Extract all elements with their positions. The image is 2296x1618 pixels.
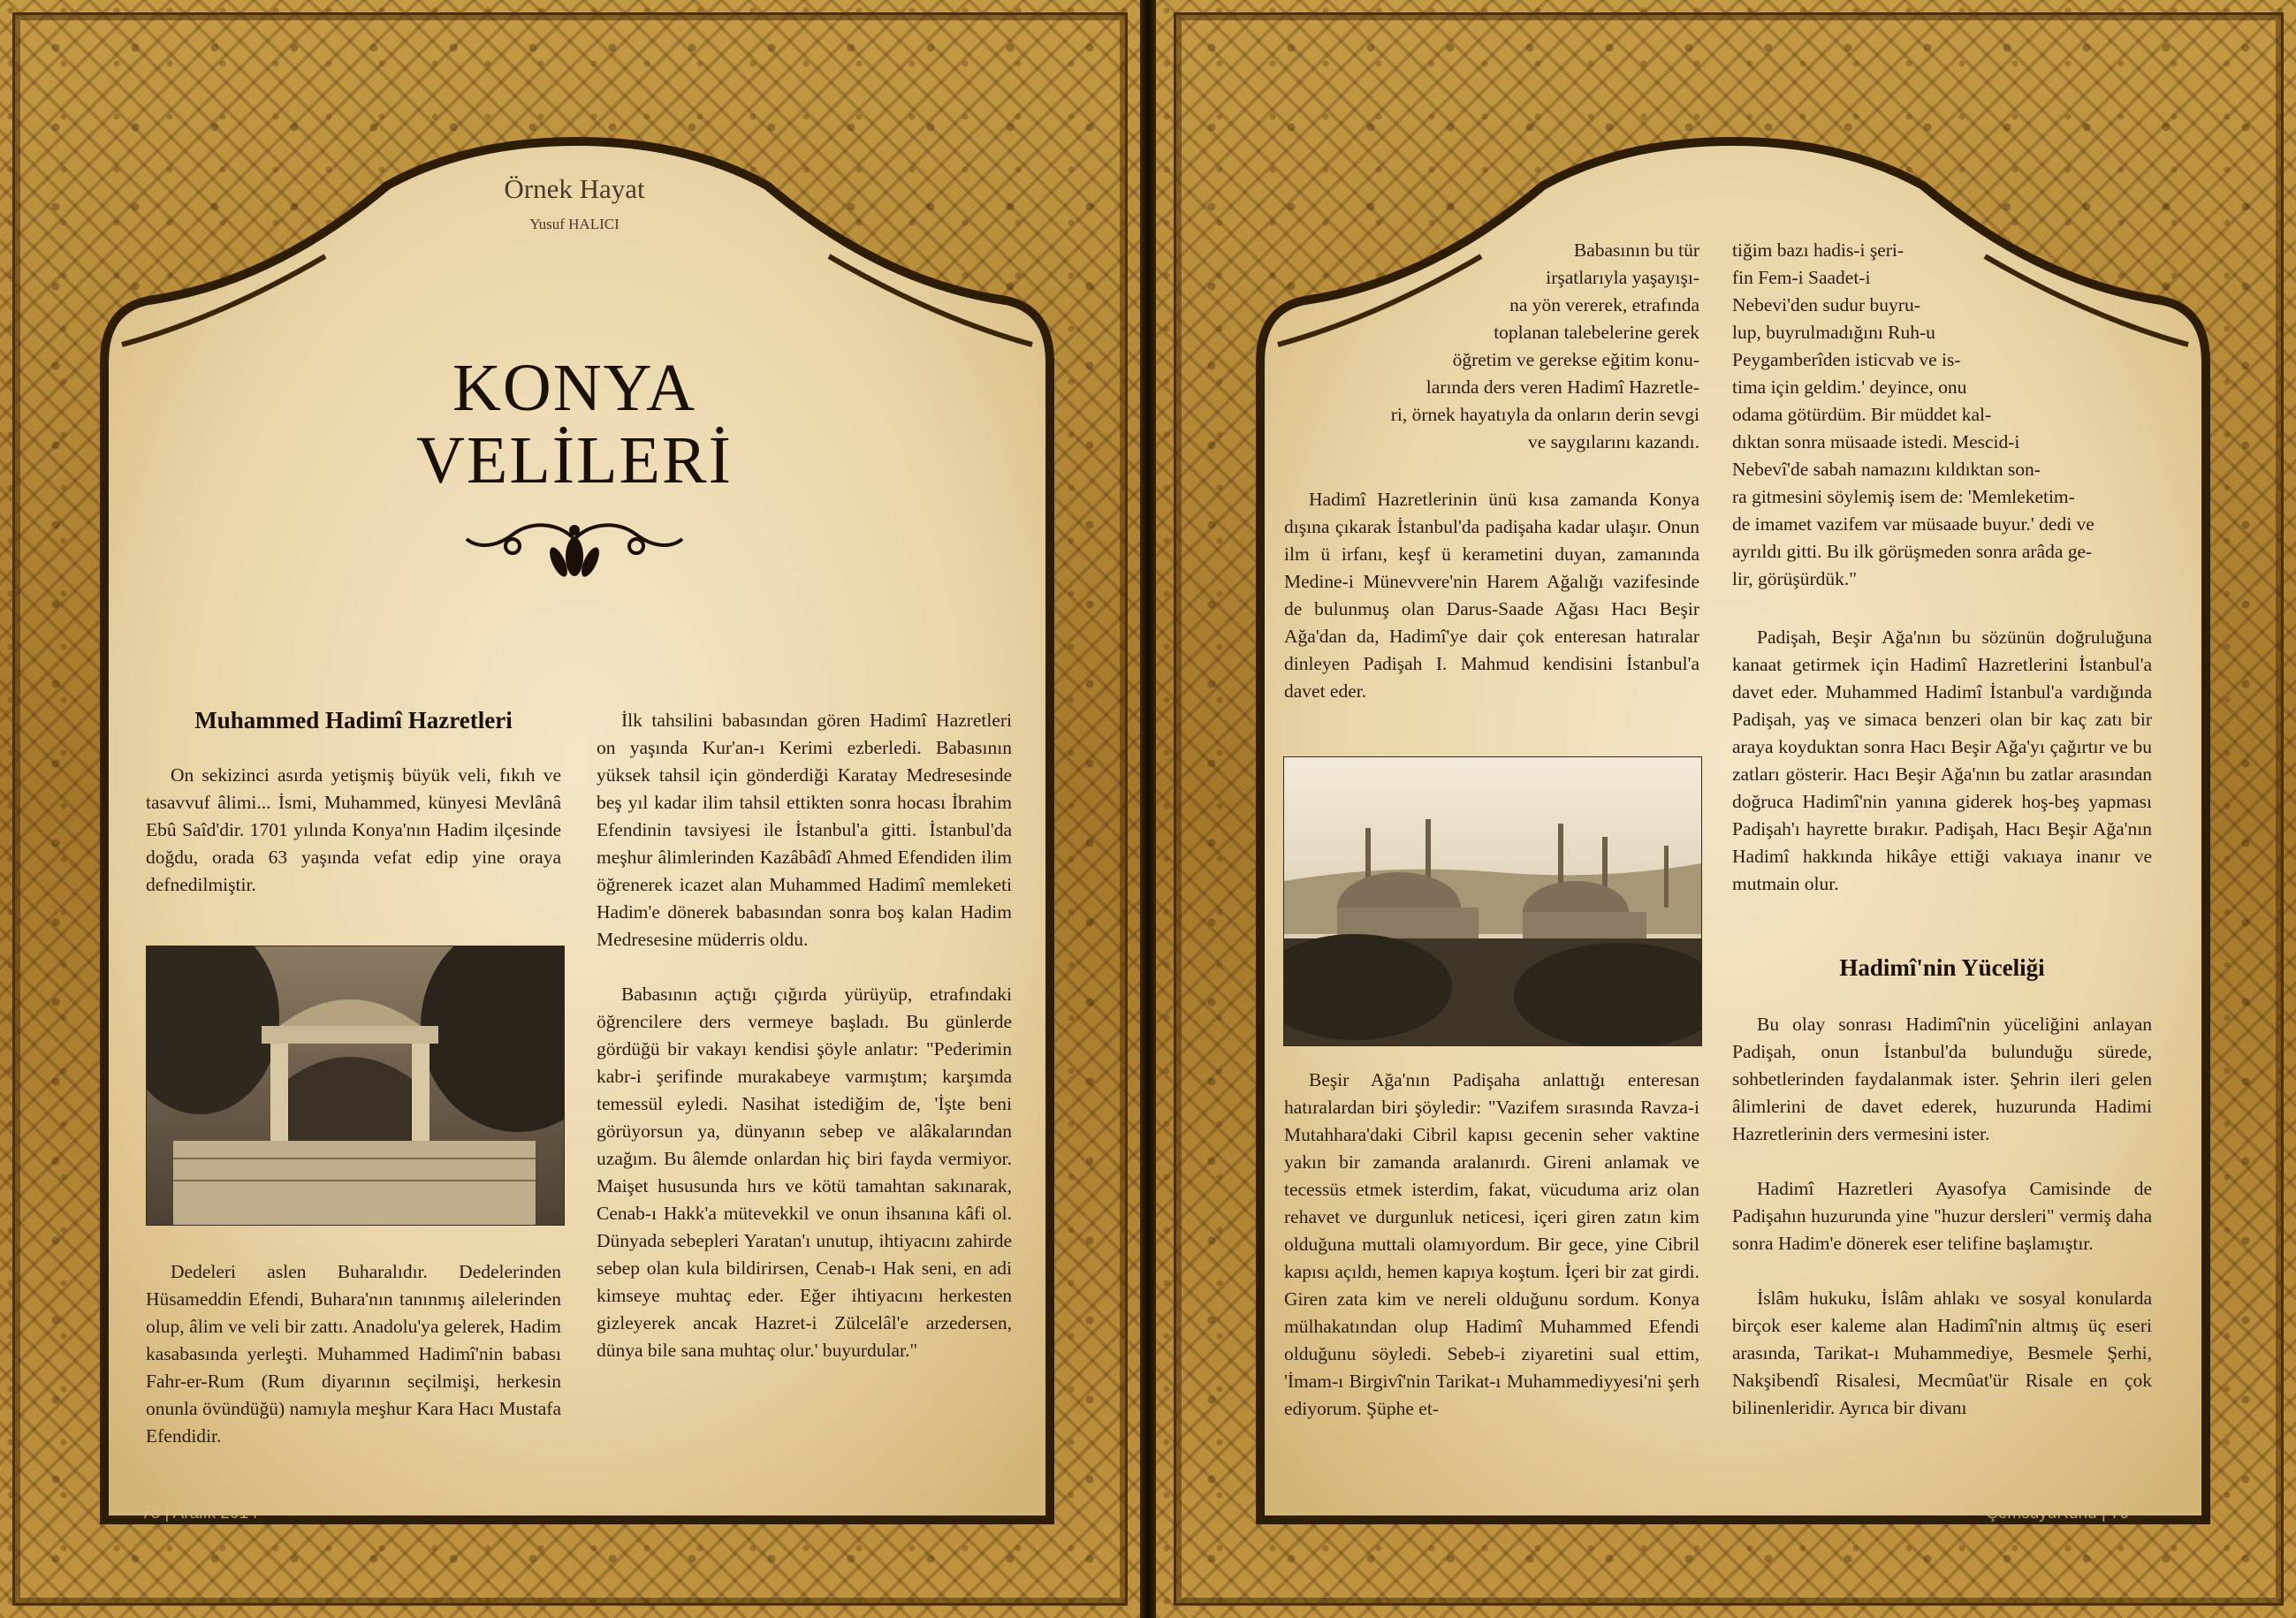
page-number-right: ŞemsuyuRuhu | 79: [1987, 1504, 2130, 1523]
istanbul-photo: [1283, 756, 1702, 1046]
paragraph: Dedeleri aslen Buharalıdır. Dedelerinden Hüsameddin Efendi, Buhara'nın tanınmış ailelerinden olup, âlim ve veli bir zattı. Anadolu'ya gelerek, Hadim kasabasında yerleşti. Muhammed Hadimî'nin babası Fahr-er-Rum (Rum diyarının seçilmişi, herkesin onunla övündüğü) namıyla meşhur Kara Hacı Mustafa Efendidir.: [146, 1261, 561, 1447]
section-label: Örnek Hayat: [504, 173, 645, 204]
paragraph: tiğim bazı hadis-i şeri- fin Fem-i Saadet-i Nebevi'den sudur buyru- lup, buyrulmadığını Ruh-u Peygamberîden isticvab ve is- tima için geldim.' deyince, onu odama götürdüm. Bir müddet kal- dıktan sonra müsaade istedi. Mescid-i Nebevî'de sabah namazını kıldıktan son- ra gitmesini söylemiş isem de: 'Memleketim- de imamet vazifem var müsaade buyur.' dedi ve ayrıldı gitti. Bu ilk görüşmeden sonra arâda ge- lir, görüşürdük.": [1732, 239, 2095, 589]
left-page: [0, 0, 1140, 1618]
section-heading: Muhammed Hadimî Hazretleri: [194, 707, 513, 733]
book-gutter: [1140, 0, 1156, 1618]
paragraph: İlk tahsilini babasından gören Hadimî Hazretleri on yaşında Kur'an-ı Kerimi ezberledi. Babasının yüksek tahsil için gönderdiği Karatay Medresesinde beş yıl kadar ilim tahsil ettikten sonra hocası İbrahim Efendinin tavsiyesi ile İstanbul'a gitti. İstanbul'da meşhur âlimlerinden Kazâbâdî Ahmed Efendiden ilim öğrenerek icazet alan Muhammed Hadimî memleketi Hadim'e dönerek babasından sonra boş kalan Hadim Medresesine müderris oldu.: [597, 710, 1012, 950]
page-number-left: 78 | Aralık 2014: [141, 1504, 258, 1523]
right-page: [1156, 0, 2296, 1618]
right-column-2-bottom: [1732, 1011, 2152, 1449]
right-column-2-intro: [1732, 237, 2152, 620]
paragraph: Bu olay sonrası Hadimî'nin yüceliğini anlayan Padişah, onun İstanbul'da bulunduğu sürede, sohbetlerinden faydalanmak ister. Şehrin ileri gelen âlimlerini de davet ederek, huzurunda Hadimi Hazretlerinin ders vermesini ister.: [1732, 1014, 2152, 1144]
left-column-2: [597, 707, 1012, 1392]
page-title: [380, 352, 769, 497]
paragraph: On sekizinci asırda yetişmiş büyük veli, fıkıh ve tasavvuf âlimi... İsmi, Muhammed, künyesi Mevlânâ Ebû Saîd'dir. 1701 yılında Konya'nın Hadim ilçesinde doğdu, orada 63 yaşında vefat edip yine oraya defnedilmiştir.: [146, 764, 561, 895]
paragraph: Hadimî Hazretleri Ayasofya Camisinde de Padişahın huzurunda yine "huzur dersleri" vermiş daha sonra Hadim'e dönerek eser telifine başlamıştır.: [1732, 1178, 2152, 1254]
author-name: Yusuf HALICI: [529, 216, 620, 232]
paragraph: Hadimî Hazretlerinin ünü kısa zamanda Konya dışına çıkarak İstanbul'da padişaha kadar ulaşır. Onun ilm ü irfanı, keşf ü kerametini duyan, zamanında Medine-i Münevvere'nin Harem Ağalığı vazifesinde de bulunmuş olan Darus-Saade Ağası Hacı Beşir Ağa'dan da, Hadimî'ye dair çok enteresan hatıralar dinleyen Padişah I. Mahmud kendisini İstanbul'a davet eder.: [1284, 489, 1699, 702]
section-heading: Hadimî'nin Yüceliği: [1839, 954, 2045, 981]
ornament-divider-icon: [460, 513, 689, 592]
right-column-1-mid: [1284, 486, 1699, 733]
left-column-1-top: [146, 762, 561, 926]
tomb-photo: [146, 946, 565, 1226]
paragraph: Beşir Ağa'nın Padişaha anlattığı enteresan hatıralardan biri şöyledir: "Vazifem sırasında Ravza-i Mutahhara'daki Cibril kapısı gecenin seher vaktine yakın bir zamanda aralanırdı. Gireni anlamak ve tecessüs etmek isterdim, fakat, vücuduma ariz olan rehavet ve durgunluk neticesi, içeri giren zatın kim olduğuna muttali olamıyordum. Bir gece, yine Cibril kapısı açıldı, hemen kapıya koştum. İçeri bir zat girdi. Giren zata kim ve nereli olduğunu sordum. Konya mülhakatından olup Hadimî Muhammed Efendi olduğunu söyledi. Sebeb-i ziyaretini sual ettim, 'İmam-ı Birgivî'nin Tarikat-ı Muhammediyyesi'ni şerh ediyorum. Şüphe et-: [1284, 1069, 1699, 1419]
paragraph: Padişah, Beşir Ağa'nın bu sözünün doğruluğuna kanaat getirmek için Hadimî Hazretlerini İstanbul'a davet eder. Muhammed Hadimî İstanbul'a vardığında Padişah, yaş ve simaca benzeri olan bir kaç zatı bir araya koyduktan sonra Hacı Beşir Ağa'yı çağırtır ve bu zatları gösterir. Hacı Beşir Ağa'nın bu zatlar arasından doğruca Hadimî'nin yanına giderek hoş-beş yapması Padişah'ı hayrette bırakır. Padişah, Hacı Beşir Ağa'nın Hadimî hakkında hikâye ettiği vakıaya inanır ve mutmain olur.: [1732, 627, 2152, 894]
left-column-1-bottom: [146, 1258, 561, 1477]
right-column-2-mid: [1732, 624, 2152, 925]
title-line-1: KONYA: [452, 351, 696, 425]
paragraph: İslâm hukuku, İslâm ahlakı ve sosyal konularda birçok eser kaleme alan Hadimî'nin altmış üç eseri arasında, Tarikat-ı Muhammediye, Besmele Şerhi, Nakşibendî Risalesi, Mecmûat'ür Risale en çok bilinenleridir. Ayrıca bir divanı: [1732, 1288, 2152, 1418]
right-column-1-intro: [1284, 237, 1699, 483]
title-line-2: VELİLERİ: [416, 423, 733, 498]
paragraph: Babasının açtığı çığırda yürüyüp, etrafındaki öğrencilere ders vermeye başladı. Bu günlerde gördüğü bir vakayı kendisi şöyle anlatır: "Pederimin kabr-i şerifinde murakabeye varmıştım; karşımda temessül eyledi. Nasihat istediğim de, 'İşte beni görüyorsun ya, dünyanın sebep ve alâkalarından uzağım. Bu âlemde onlardan hiç biri fayda vermiyor. Maişet hususunda hırs ve kötü tamahtan sakınarak, Cenab-ı Hakk'a mütevekkil ve onun ihsanına kâfi ol. Dünyada sebepleri Yaratan'ı unutup, ihtiyacını zahirde sebep olan kula bildirirsen, Cenab-ı Hak seni, en adi kimseye muhtaç eder. Eğer ihtiyacını herkesten gizleyerek ancak Hazret-i Zülcelâl'e arzedersen, dünya bile sana muhtaç olur.' buyurdular.": [597, 984, 1012, 1361]
right-column-1-bottom: [1284, 1067, 1699, 1450]
paragraph: Babasının bu tür irşatlarıyla yaşayışı- na yön vererek, etrafında toplanan talebelerine gerek öğretim ve gerekse eğitim konu- larında ders veren Hadimî Hazretle- ri, örnek hayatıyla da onların derin sevgi ve saygılarını kazandı.: [1390, 239, 1699, 452]
